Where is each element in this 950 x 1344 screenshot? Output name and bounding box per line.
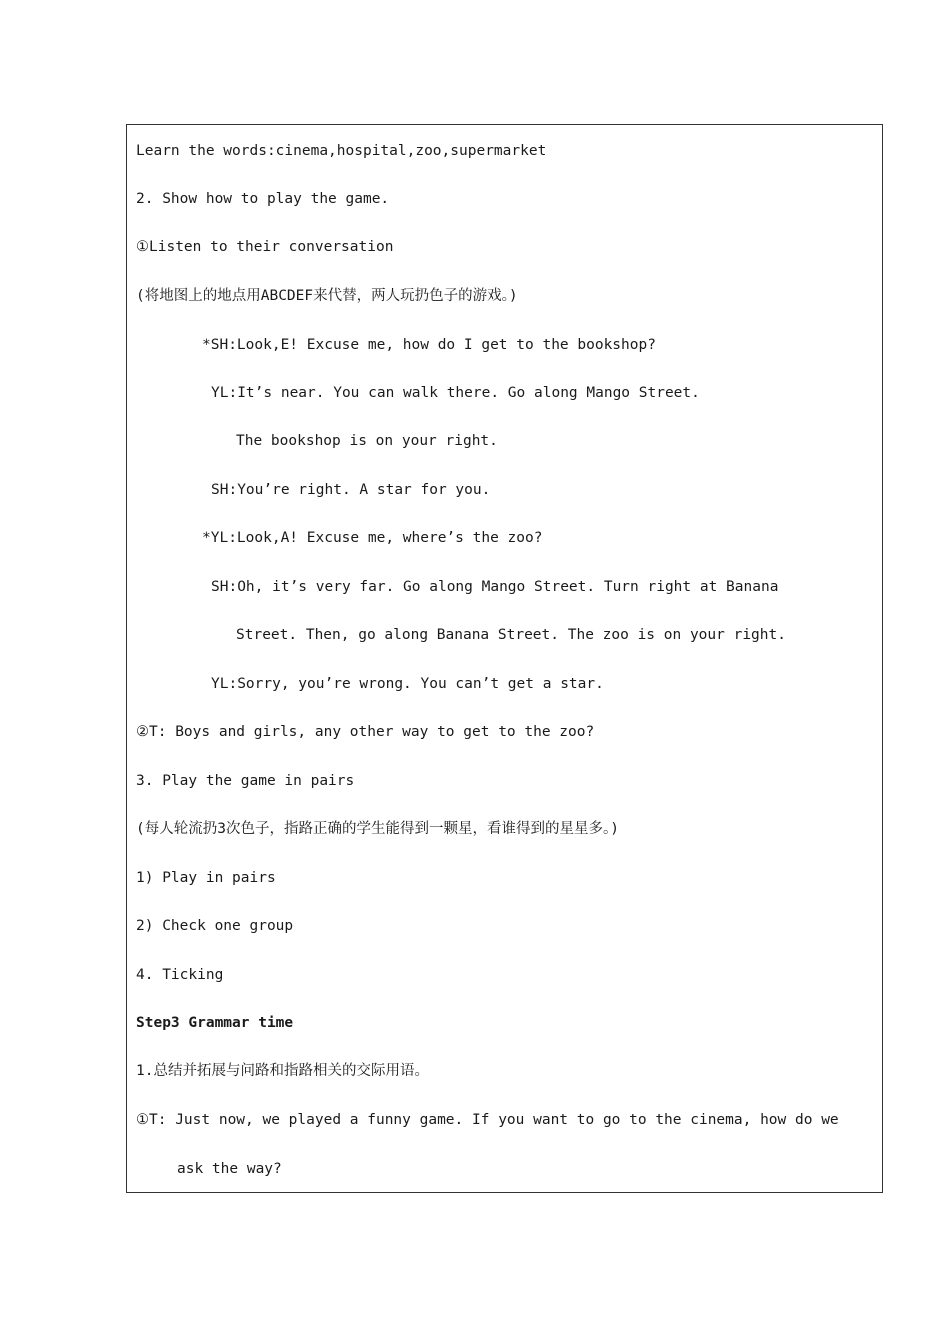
text-line-dialogue-yl-3: YL:Sorry, you’re wrong. You can’t get a star. [211,676,604,692]
text-line-show-game: 2. Show how to play the game. [136,191,390,207]
text-line-teacher-prompt-cont: ask the way? [177,1161,282,1177]
text-line-dialogue-sh-1: *SH:Look,E! Excuse me, how do I get to the bookshop? [202,337,656,353]
text-line-dialogue-sh-3: SH:Oh, it’s very far. Go along Mango Street. Turn right at Banana [211,579,779,595]
text-line-teacher-prompt: ①T: Just now, we played a funny game. If you want to go to the cinema, how do we [136,1112,839,1128]
text-line-check-group: 2) Check one group [136,918,294,934]
text-line-play-pairs-heading: 3. Play the game in pairs [136,773,355,789]
text-line-dialogue-sh-3-cont: Street. Then, go along Banana Street. The zoo is on your right. [236,627,786,643]
text-line-other-way: ②T: Boys and girls, any other way to get to the zoo? [136,724,595,740]
text-line-dialogue-yl-1: YL:It’s near. You can walk there. Go along Mango Street. [211,385,700,401]
section-heading-grammar-time: Step3 Grammar time [136,1015,294,1031]
text-line-ticking: 4. Ticking [136,967,224,983]
text-line-map-note: (将地图上的地点用ABCDEF来代替，两人玩扔色子的游戏。) [136,288,518,304]
text-line-listen: ①Listen to their conversation [136,239,394,255]
text-line-dialogue-yl-1-cont: The bookshop is on your right. [236,433,498,449]
text-line-dice-note: (每人轮流扔3次色子，指路正确的学生能得到一颗星，看谁得到的星星多。) [136,821,619,837]
text-line-play-in-pairs: 1) Play in pairs [136,870,276,886]
text-line-dialogue-yl-2: *YL:Look,A! Excuse me, where’s the zoo? [202,530,543,546]
text-line-summary: 1.总结并拓展与问路和指路相关的交际用语。 [136,1063,429,1079]
lesson-plan-table-cell [126,124,883,1193]
text-line-learn-words: Learn the words:cinema,hospital,zoo,supermarket [136,143,547,159]
text-line-dialogue-sh-2: SH:You’re right. A star for you. [211,482,491,498]
